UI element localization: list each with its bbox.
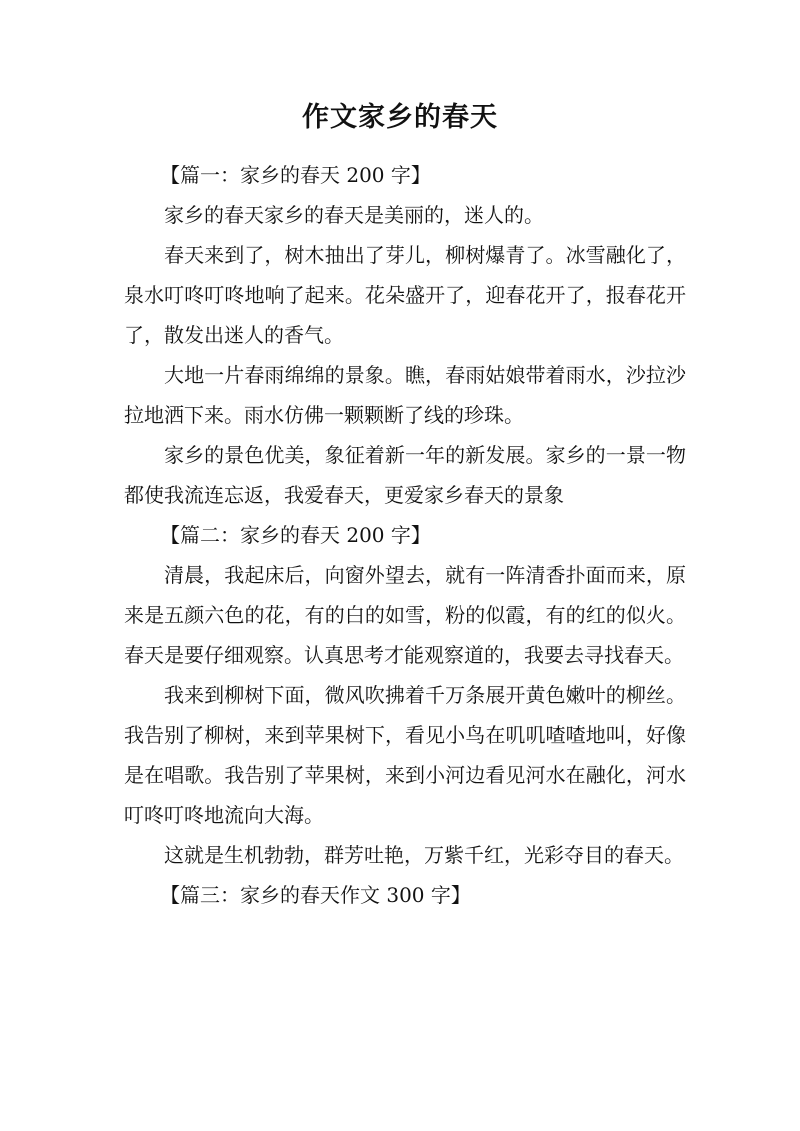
section-heading-2: 【篇二：家乡的春天 200 字】 xyxy=(160,523,431,547)
paragraph: 这就是生机勃勃，群芳吐艳，万紫千红，光彩夺目的春天。 xyxy=(164,843,684,867)
section-heading-3: 【篇三：家乡的春天作文 300 字】 xyxy=(160,883,471,907)
paragraph: 我来到柳树下面，微风吹拂着千万条展开黄色嫩叶的柳丝。我告别了柳树，来到苹果树下，看见小鸟在叽叽喳喳地叫，好像是在唱歌。我告别了苹果树，来到小河边看见河水在融化，河水叮咚叮咚地流向大海。 xyxy=(124,683,686,827)
document-title: 作文家乡的春天 xyxy=(302,102,498,133)
paragraph: 家乡的春天家乡的春天是美丽的，迷人的。 xyxy=(164,203,544,227)
section-heading-1: 【篇一：家乡的春天 200 字】 xyxy=(160,163,431,187)
paragraph: 大地一片春雨绵绵的景象。瞧，春雨姑娘带着雨水，沙拉沙拉地洒下来。雨水仿佛一颗颗断了线的珍珠。 xyxy=(124,363,686,427)
paragraph: 家乡的景色优美，象征着新一年的新发展。家乡的一景一物都使我流连忘返，我爱春天，更爱家乡春天的景象 xyxy=(124,443,686,507)
paragraph: 春天来到了，树木抽出了芽儿，柳树爆青了。冰雪融化了，泉水叮咚叮咚地响了起来。花朵盛开了，迎春花开了，报春花开了，散发出迷人的香气。 xyxy=(124,243,686,347)
document-body xyxy=(124,155,686,915)
paragraph: 清晨，我起床后，向窗外望去，就有一阵清香扑面而来，原来是五颜六色的花，有的白的如雪，粉的似霞，有的红的似火。春天是要仔细观察。认真思考才能观察道的，我要去寻找春天。 xyxy=(124,563,686,667)
